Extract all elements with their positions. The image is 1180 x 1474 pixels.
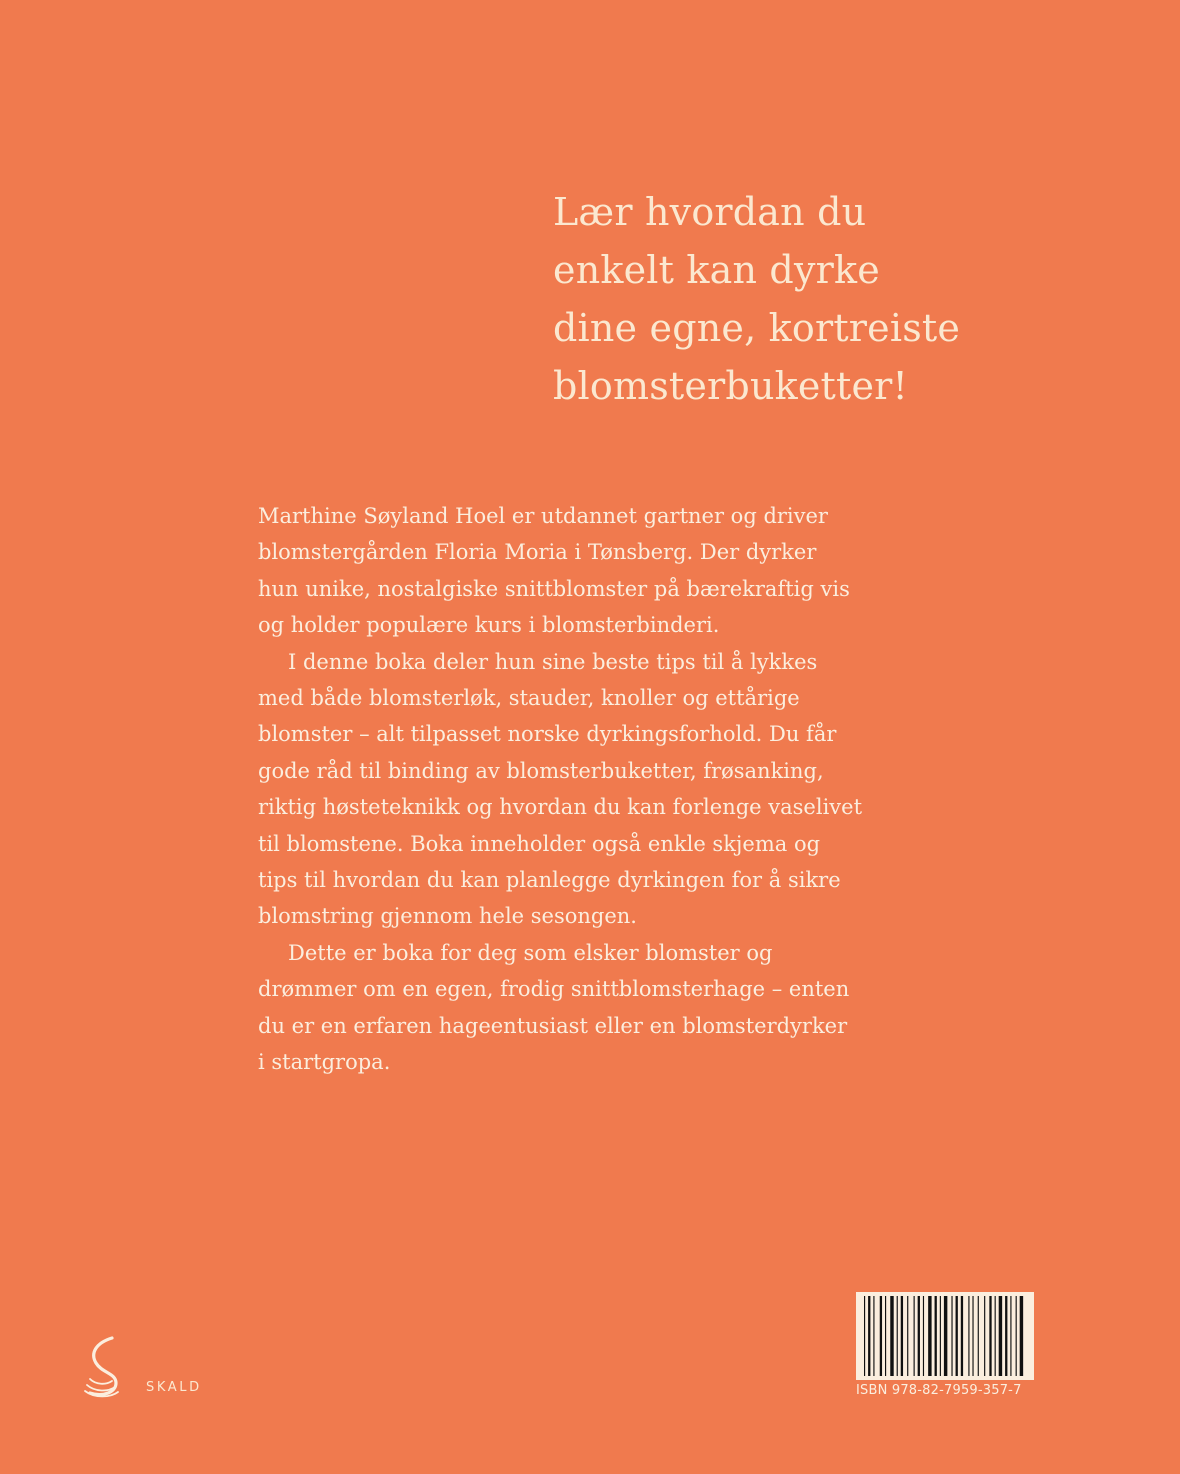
barcode-bar — [940, 1296, 941, 1376]
barcode — [856, 1292, 1034, 1380]
barcode-bar — [918, 1296, 920, 1376]
blurb-line: riktig høsteteknikk og hvordan du kan forlenge vaselivet — [258, 795, 863, 820]
blurb-line: I denne boka deler hun sine beste tips til å lykkes — [288, 649, 818, 674]
headline-line: dine egne, kortreiste — [553, 306, 961, 350]
barcode-bar — [989, 1296, 991, 1376]
blurb-line: gode råd til binding av blomsterbuketter, frøsanking, — [258, 758, 824, 783]
barcode-bar — [944, 1296, 947, 1376]
barcode-bar — [951, 1296, 952, 1376]
blurb-paragraph-audience — [258, 935, 898, 1081]
barcode-bar — [1016, 1296, 1017, 1376]
isbn-number: ISBN 978-82-7959-357-7 — [856, 1383, 1022, 1398]
blurb-line: Marthine Søyland Hoel er utdannet gartner og driver — [258, 504, 828, 528]
headline-line: enkelt kan dyrke — [553, 248, 880, 292]
blurb-line: til blomstene. Boka inneholder også enkle skjema og — [258, 831, 821, 856]
blurb-paragraph-content — [258, 644, 898, 935]
publisher-name: SKALD — [146, 1380, 202, 1395]
barcode-bar — [868, 1296, 870, 1376]
barcode-bar — [907, 1296, 908, 1376]
barcode-bar — [1005, 1296, 1007, 1376]
barcode-bar — [923, 1296, 924, 1376]
barcode-bar — [873, 1296, 874, 1376]
barcode-bar — [901, 1296, 903, 1376]
blurb-line: blomstring gjennom hele sesongen. — [258, 904, 637, 929]
barcode-bar — [890, 1296, 893, 1376]
headline-line: Lær hvordan du — [553, 190, 867, 234]
barcode-bar — [914, 1296, 915, 1376]
barcode-bar — [978, 1296, 979, 1376]
blurb-line: Dette er boka for deg som elsker blomster og — [288, 940, 773, 965]
skald-logo-icon — [82, 1335, 128, 1399]
blurb-line: hun unike, nostalgiske snittblomster på bærekraftig vis — [258, 576, 850, 601]
blurb-paragraph-author — [258, 498, 898, 644]
barcode-bar — [972, 1296, 973, 1376]
blurb-line: du er en erfaren hageentusiast eller en blomsterdyrker — [258, 1013, 848, 1038]
barcode-bar — [984, 1296, 985, 1376]
publisher-mark — [82, 1335, 222, 1425]
barcode-bar — [1020, 1296, 1023, 1376]
headline — [553, 183, 1153, 415]
barcode-bar — [995, 1296, 996, 1376]
barcode-bar — [1010, 1296, 1011, 1376]
barcode-bar — [880, 1296, 882, 1376]
blurb-line: tips til hvordan du kan planlegge dyrkingen for å sikre — [258, 868, 841, 893]
blurb-line: blomster – alt tilpasset norske dyrkingsforhold. Du får — [258, 722, 837, 747]
blurb-line: i startgropa. — [258, 1050, 391, 1075]
barcode-bar — [961, 1296, 963, 1376]
barcode-bar — [968, 1296, 969, 1376]
barcode-bar — [935, 1296, 937, 1376]
blurb-line: med både blomsterløk, stauder, knoller og ettårige — [258, 686, 800, 711]
barcode-bar — [885, 1296, 886, 1376]
blurb-line: blomstergården Floria Moria i Tønsberg. Der dyrker — [258, 540, 817, 565]
blurb-line: drømmer om en egen, frodig snittblomsterhage – enten — [258, 977, 850, 1002]
barcode-bar — [999, 1296, 1002, 1376]
barcode-bars — [856, 1292, 1034, 1380]
barcode-bar — [928, 1296, 931, 1376]
blurb-line: og holder populære kurs i blomsterbinderi. — [258, 613, 720, 638]
blurb — [258, 498, 898, 1081]
headline-line: blomsterbuketter! — [553, 364, 908, 408]
barcode-bar — [897, 1296, 898, 1376]
barcode-bar — [956, 1296, 958, 1376]
barcode-bar — [864, 1296, 865, 1376]
